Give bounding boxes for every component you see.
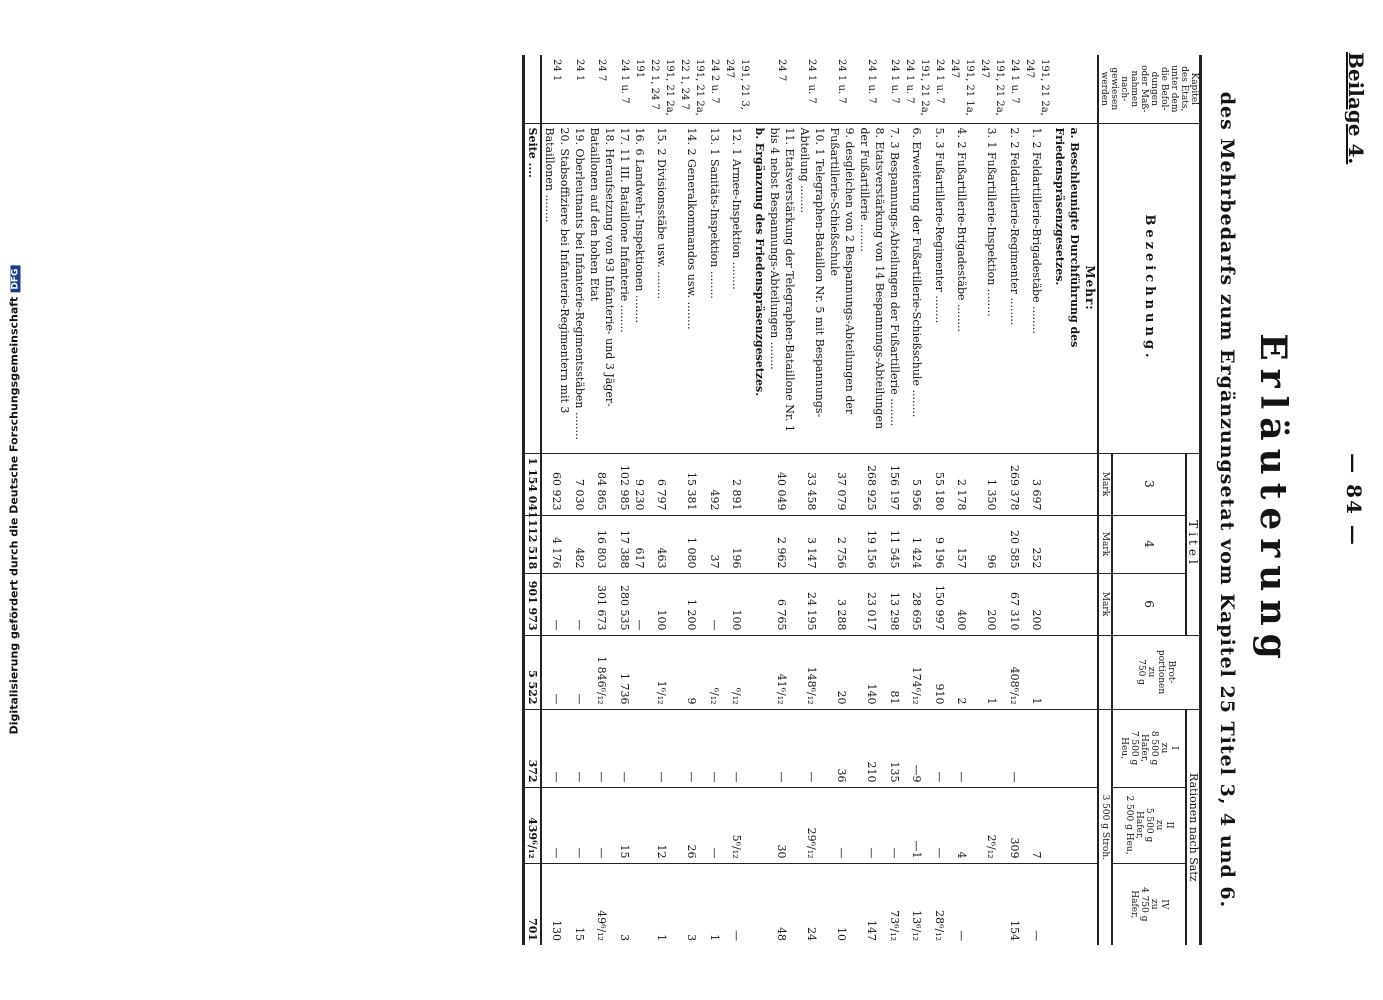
cell-t3: 492 (707, 453, 722, 515)
cell-t3: 15 381 (677, 453, 707, 515)
cell-r2: 309 (1007, 787, 1022, 863)
cell-brot: 1 736 (617, 635, 632, 709)
cell-r4: 15 (572, 863, 587, 945)
cell-r4: 28⁶/₁₂ (932, 863, 947, 945)
cell-r4 (977, 863, 1007, 945)
cell-r1: — (797, 709, 827, 787)
cell-r4: 73⁶/₁₂ (887, 863, 902, 945)
header-r4-line: 4 750 g (1138, 887, 1149, 922)
cell-t4: 2 962 (767, 515, 797, 573)
cell-kapitel: 191, 21 1a, 247 (949, 59, 975, 116)
cell-t3 (1052, 453, 1082, 515)
cell-desc: b. Ergänzung des Friedenspräsenzgesetzes. (752, 123, 767, 453)
cell-kapitel: 24 1 u. 7 (619, 59, 630, 104)
cell-r4: 48 (767, 863, 797, 945)
cell-t4: 19 156 (857, 515, 887, 573)
cell-t4: 482 (572, 515, 587, 573)
cell-t4 (1052, 515, 1082, 573)
header-t4: 4 (1112, 515, 1185, 573)
cell-t4: 4 176 (541, 515, 572, 573)
cell-t6: 28 695 (902, 573, 932, 635)
cell-r1 (1052, 709, 1082, 787)
header-kapitel-line: oder Maß- (1139, 65, 1149, 113)
cell-brot: 81 (887, 635, 902, 709)
cell-kapitel: 191, 21 2a, 247 (979, 59, 1005, 116)
cell-r2: 5⁶/₁₂ (722, 787, 752, 863)
side-note (0, 0, 28, 1000)
header-r4-line: Hafer, (1128, 890, 1139, 919)
cell-kapitel: 24 1 (551, 59, 563, 82)
cell-t6: 400 (947, 573, 977, 635)
header-r2-line: Hafer, (1133, 811, 1144, 840)
cell-r1: —9 (902, 709, 932, 787)
cell-t6: — (541, 573, 572, 635)
page-subtitle: des Mehrbedarfs zum Ergänzungsetat vom Kapitel 25 Titel 3, 4 und 6. (1216, 91, 1238, 909)
cell-t3: 269 378 (1007, 453, 1022, 515)
page-number: — 84 — (1342, 453, 1366, 547)
cell-t4: 252 (1022, 515, 1052, 573)
cell-r2: — (887, 787, 902, 863)
header-unit-t4: Mark (1098, 515, 1112, 573)
cell-r4 (1052, 863, 1082, 945)
cell-brot: 9 (677, 635, 707, 709)
header-r1-line: zu (1158, 742, 1169, 754)
cell-t6: 100 (722, 573, 752, 635)
cell-t3: 6 797 (647, 453, 677, 515)
cell-kapitel: 24 7 (596, 59, 608, 82)
header-kapitel-line: die Befol- (1159, 67, 1169, 111)
cell-r2: 12 (647, 787, 677, 863)
header-kapitel-line: nach- (1119, 76, 1129, 102)
cell-kapitel: 24 2 u. 7 (709, 59, 720, 104)
cell-t3: 3 697 (1022, 453, 1052, 515)
cell-r2: 439⁶/₁₂ (524, 787, 542, 863)
cell-brot: ⁶/₁₂ (722, 635, 752, 709)
cell-desc: 19. Oberleutnants bei Infanterie-Regimentsstäben ........ (572, 123, 587, 453)
cell-brot: 148⁶/₁₂ (797, 635, 827, 709)
header-kapitel-line: unter dem (1169, 65, 1179, 113)
cell-t6: 200 (1022, 573, 1052, 635)
table-bottom-rule (518, 55, 524, 945)
cell-t6: 1 200 (677, 573, 707, 635)
cell-brot: — (572, 635, 587, 709)
cell-t4: 617 (632, 515, 647, 573)
header-kapitel-line: gewiesen (1109, 67, 1119, 111)
table-row (1022, 55, 1052, 945)
table-row (617, 55, 632, 945)
cell-r1: 36 (827, 709, 857, 787)
cell-desc: 12. 1 Armee-Inspektion ........ (722, 123, 752, 453)
header-r1-line: Hafer, (1138, 734, 1149, 763)
table-row (572, 55, 587, 945)
cell-t3: 156 197 (887, 453, 902, 515)
header-r1-line: 7 500 g (1128, 730, 1139, 766)
cell-kapitel: 191, 21 3, 247 (724, 59, 750, 110)
cell-kapitel: 24 1 u. 7 (889, 59, 900, 104)
section-row (752, 55, 767, 945)
cell-kapitel: 191, 21 2a, 24 1 u. 7 (904, 59, 930, 116)
header-brot-line: portionen (1156, 649, 1167, 695)
cell-t4: 9 196 (932, 515, 947, 573)
cell-brot: 20 (827, 635, 857, 709)
cell-r2: 29⁶/₁₂ (797, 787, 827, 863)
table-row (707, 55, 722, 945)
header-r1-line: Heu, (1118, 737, 1129, 759)
cell-r1: — (947, 709, 977, 787)
cell-t6: — (632, 573, 647, 635)
header-brot-line: 750 g (1136, 659, 1147, 685)
header-t6: 6 (1112, 573, 1185, 635)
cell-desc: 2. 2 Feldartillerie-Regimenter ........ (1007, 123, 1022, 453)
cell-brot: 174⁶/₁₂ (902, 635, 932, 709)
cell-kapitel: 24 1 u. 7 (806, 59, 818, 104)
cell-t6: 280 535 (617, 573, 632, 635)
table-row (541, 55, 572, 945)
cell-t6: 23 017 (857, 573, 887, 635)
cell-t3: 2 891 (722, 453, 752, 515)
cell-desc: 20. Stabsoffiziere bei Infanterie-Regimentern mit 3 Bataillonen ........ (541, 123, 572, 453)
header-r2 (1112, 787, 1185, 863)
cell-r2 (1052, 787, 1082, 863)
header-brot (1112, 635, 1200, 709)
cell-kapitel: 24 1 u. 7 (1009, 59, 1020, 104)
cell-t3: 1 350 (977, 453, 1007, 515)
side-note-text: Digitalisierung gefördert durch die Deutsche Forschungsgemeinschaft (7, 296, 21, 735)
cell-desc: 18. Heraufsetzung von 93 Infanterie- und 3 Jäger-Bataillonen auf den hohen Etat (587, 123, 617, 453)
header-r4-line: IV (1158, 899, 1169, 910)
cell-r2: 15 (617, 787, 632, 863)
cell-kapitel (752, 55, 767, 123)
cell-t3: 40 049 (767, 453, 797, 515)
cell-brot (752, 635, 767, 709)
table-row (1007, 55, 1022, 945)
cell-r4 (1082, 863, 1098, 945)
table-row (767, 55, 797, 945)
cell-t6: 24 195 (797, 573, 827, 635)
cell-t6 (752, 573, 767, 635)
table-row (677, 55, 707, 945)
document-page (80, 0, 1380, 1000)
cell-t3: 33 458 (797, 453, 827, 515)
cell-t4: 112 518 (524, 515, 542, 573)
cell-t3: 1 154 041 (524, 453, 542, 515)
cell-r2: 26 (677, 787, 707, 863)
cell-t4: 2 756 (827, 515, 857, 573)
cell-brot: ⁶/₁₂ (707, 635, 722, 709)
cell-t3: 102 985 (617, 453, 632, 515)
cell-r4: 3 (617, 863, 632, 945)
cell-t6: — (707, 573, 722, 635)
cell-brot: 910 (932, 635, 947, 709)
header-r2-line: 5 500 g (1143, 807, 1154, 843)
cell-t4: 1 424 (902, 515, 932, 573)
cell-kapitel: 24 1 (574, 59, 585, 82)
cell-r1: — (677, 709, 707, 787)
cell-brot: 1 846⁶/₁₂ (587, 635, 617, 709)
header-r2-line: zu (1153, 819, 1164, 831)
header-unit-t6: Mark (1098, 573, 1112, 635)
header-bezeichnung: Bezeichnung. (1098, 123, 1201, 453)
cell-r2: — (707, 787, 722, 863)
cell-brot (632, 635, 647, 709)
header-kapitel-line: nahmen (1129, 70, 1139, 108)
cell-desc: Mehr: (1082, 123, 1098, 453)
header-r1-line: 8 500 g (1148, 730, 1159, 766)
cell-r2: — (587, 787, 617, 863)
cell-t6: 6 765 (767, 573, 797, 635)
cell-kapitel: 191 (634, 59, 645, 79)
cell-t3: 55 180 (932, 453, 947, 515)
cell-t3: 7 030 (572, 453, 587, 515)
cell-r1 (752, 709, 767, 787)
cell-kapitel: 24 1 u. 7 (866, 59, 878, 104)
cell-r1: — (1007, 709, 1022, 787)
cell-t4: 96 (977, 515, 1007, 573)
table-row (902, 55, 932, 945)
cell-r2: 2⁶/₁₂ (977, 787, 1007, 863)
cell-r1 (632, 709, 647, 787)
cell-brot: 41⁶/₁₂ (767, 635, 797, 709)
cell-t4: 3 147 (797, 515, 827, 573)
cell-t4: 11 545 (887, 515, 902, 573)
cell-r1: — (572, 709, 587, 787)
cell-desc: 16. 6 Landwehr-Inspektionen ........ (632, 123, 647, 453)
cell-t4: 157 (947, 515, 977, 573)
cell-brot (1082, 635, 1098, 709)
header-t3: 3 (1112, 453, 1185, 515)
cell-t6: 13 298 (887, 573, 902, 635)
table-row (932, 55, 947, 945)
cell-r1 (1082, 709, 1098, 787)
cell-r1: 135 (887, 709, 902, 787)
cell-desc: 14. 2 Generalkommandos usw. ........ (677, 123, 707, 453)
table-row (977, 55, 1007, 945)
cell-r1 (977, 709, 1007, 787)
cell-kapitel (1082, 55, 1098, 123)
cell-kapitel: 191, 21 2a, 247 (1024, 59, 1050, 116)
cell-t3 (1082, 453, 1098, 515)
cell-t4 (1082, 515, 1098, 573)
cell-r1: — (647, 709, 677, 787)
cell-r2 (752, 787, 767, 863)
cell-r4: 49⁶/₁₂ (587, 863, 617, 945)
cell-r2: —1 (902, 787, 932, 863)
cell-r1: — (722, 709, 752, 787)
cell-r4: 154 (1007, 863, 1022, 945)
cell-kapitel: 24 7 (776, 59, 788, 82)
cell-desc: 4. 2 Fußartillerie-Brigadestäbe ........ (947, 123, 977, 453)
cell-desc: 7. 3 Bespannungs-Abteilungen der Fußartillerie ........ (887, 123, 902, 453)
cell-r4: — (722, 863, 752, 945)
cell-t4: 17 388 (617, 515, 632, 573)
cell-kapitel: 24 1 u. 7 (934, 59, 945, 104)
page-title: Erläuterung (1252, 333, 1294, 667)
section-row (1082, 55, 1098, 945)
cell-brot: 140 (857, 635, 887, 709)
table-row (647, 55, 677, 945)
cell-kapitel (524, 55, 542, 123)
header-unit-t3: Mark (1098, 453, 1112, 515)
cell-t6: 901 973 (524, 573, 542, 635)
header-kapitel (1098, 55, 1201, 123)
cell-t3: 2 178 (947, 453, 977, 515)
cell-t4: 196 (722, 515, 752, 573)
cell-brot: 408⁶/₁₂ (1007, 635, 1022, 709)
cell-t6: 150 997 (932, 573, 947, 635)
cell-desc: 10. 1 Telegraphen-Bataillon Nr. 5 mit Bespannungs-Abteilung ........ (797, 123, 827, 453)
cell-t6: 200 (977, 573, 1007, 635)
cell-r2: 30 (767, 787, 797, 863)
cell-brot: 1⁶/₁₂ (647, 635, 677, 709)
header-stroh: 3 500 g Stroh. (1098, 709, 1112, 945)
header-kapitel-line: Kapitel (1189, 72, 1199, 106)
table-row (947, 55, 977, 945)
cell-r2 (1082, 787, 1098, 863)
header-heu: 2 500 g Heu, (1123, 795, 1134, 855)
cell-kapitel: 191, 21 2a, 22 1, 24 7 (649, 59, 675, 116)
beilage-label: Beilage 4. (1344, 52, 1368, 165)
cell-r1: — (617, 709, 632, 787)
header-r4 (1112, 863, 1185, 945)
cell-r4 (752, 863, 767, 945)
cell-kapitel: 191, 21 2a, 22 1, 24 7 (679, 59, 705, 116)
cell-r4: 1 (707, 863, 722, 945)
cell-desc: 8. Etatsverstärkung von 14 Bespannungs-Abteilungen der Fußartillerie ........ (857, 123, 887, 453)
cell-t4: 20 585 (1007, 515, 1022, 573)
section-row (1052, 55, 1082, 945)
cell-kapitel (1052, 55, 1082, 123)
cell-r2: — (541, 787, 572, 863)
cell-r4: 24 (797, 863, 827, 945)
cell-t4 (752, 515, 767, 573)
cell-r2: — (827, 787, 857, 863)
cell-r2: 7 (1022, 787, 1052, 863)
cell-r4 (632, 863, 647, 945)
cell-t6: 3 288 (827, 573, 857, 635)
cell-r4: — (947, 863, 977, 945)
cell-r1: — (541, 709, 572, 787)
cell-r2: — (572, 787, 587, 863)
cell-r4: 1 (647, 863, 677, 945)
cell-desc: 15. 2 Divisionsstäbe usw. ........ (647, 123, 677, 453)
cell-t4: 1 080 (677, 515, 707, 573)
header-kapitel-line: werden (1099, 71, 1109, 106)
table-row (632, 55, 647, 945)
cell-desc: a. Beschleunigte Durchführung des Friedenspräsenzgesetzes. (1052, 123, 1082, 453)
header-r4-line: zu (1148, 899, 1159, 910)
table-row (797, 55, 827, 945)
cell-desc: 6. Erweiterung der Fußartillerie-Schießschule ........ (902, 123, 932, 453)
expenditure-table (518, 55, 1202, 945)
cell-r2: — (932, 787, 947, 863)
cell-r1: — (707, 709, 722, 787)
cell-r4: 701 (524, 863, 542, 945)
header-kapitel-line: des Etats, (1179, 66, 1189, 112)
cell-r2: 4 (947, 787, 977, 863)
sum-row (524, 55, 542, 945)
cell-desc: 3. 1 Fußartillerie-Inspektion ........ (977, 123, 1007, 453)
header-kapitel-line: dungen (1149, 71, 1159, 106)
cell-brot: 1 (977, 635, 1007, 709)
cell-desc: 9. desgleichen von 2 Bespannungs-Abteilungen der Fußartillerie-Schießschule (827, 123, 857, 453)
header-brot-line: zu (1146, 666, 1157, 678)
header-r2-line: II (1163, 821, 1174, 829)
cell-t6: — (572, 573, 587, 635)
cell-r4: 13⁶/₁₂ (902, 863, 932, 945)
cell-desc: 1. 2 Feldartillerie-Brigadestäbe ........ (1022, 123, 1052, 453)
cell-desc: 17. 11 III. Bataillone Infanterie ........ (617, 123, 632, 453)
header-r1-line: I (1168, 746, 1179, 750)
cell-t6 (1052, 573, 1082, 635)
cell-r4: 147 (857, 863, 887, 945)
table-body (524, 55, 1099, 945)
cell-t4: 16 803 (587, 515, 617, 573)
cell-t3: 5 956 (902, 453, 932, 515)
table-row (857, 55, 887, 945)
cell-r4: 3 (677, 863, 707, 945)
cell-t4: 463 (647, 515, 677, 573)
cell-desc: 11. Etatsverstärkung der Telegraphen-Bataillone Nr. 1 bis 4 nebst Bespannungs-Abteilungen ........ (767, 123, 797, 453)
header-r1 (1112, 709, 1185, 787)
cell-t6: 100 (647, 573, 677, 635)
cell-desc: 13. 1 Sanitäts-Inspektion ........ (707, 123, 722, 453)
cell-r1: — (587, 709, 617, 787)
cell-r1 (1022, 709, 1052, 787)
cell-r4: 130 (541, 863, 572, 945)
cell-kapitel: 24 1 u. 7 (836, 59, 848, 104)
cell-desc: 5. 3 Fußartillerie-Regimenter ........ (932, 123, 947, 453)
cell-r1: — (932, 709, 947, 787)
header-rationen-group: Rationen nach Satz (1186, 709, 1201, 945)
cell-r1: 210 (857, 709, 887, 787)
cell-desc: Seite .... (524, 123, 542, 453)
cell-r4: — (1022, 863, 1052, 945)
cell-t3: 84 865 (587, 453, 617, 515)
cell-t3: 268 925 (857, 453, 887, 515)
cell-t3: 37 079 (827, 453, 857, 515)
header-titel-group: Titel (1186, 453, 1201, 635)
cell-r2 (632, 787, 647, 863)
cell-t6 (1082, 573, 1098, 635)
cell-brot: 5 522 (524, 635, 542, 709)
dfg-logo: DFG (11, 266, 21, 293)
header-brot-line: Brot- (1166, 660, 1177, 684)
cell-brot: 2 (947, 635, 977, 709)
cell-t6: 67 310 (1007, 573, 1022, 635)
cell-brot: 1 (1022, 635, 1052, 709)
cell-t3: 60 923 (541, 453, 572, 515)
cell-r4: 10 (827, 863, 857, 945)
table-row (587, 55, 617, 945)
cell-t3: 9 230 (632, 453, 647, 515)
table-row (887, 55, 902, 945)
cell-r1: 372 (524, 709, 542, 787)
cell-r2: — (857, 787, 887, 863)
cell-t3 (752, 453, 767, 515)
cell-brot (1052, 635, 1082, 709)
table-row (722, 55, 752, 945)
cell-r1: — (767, 709, 797, 787)
header-unit-brot (1098, 635, 1112, 709)
cell-brot: — (541, 635, 572, 709)
cell-t6: 301 673 (587, 573, 617, 635)
cell-t4: 37 (707, 515, 722, 573)
table-row (827, 55, 857, 945)
